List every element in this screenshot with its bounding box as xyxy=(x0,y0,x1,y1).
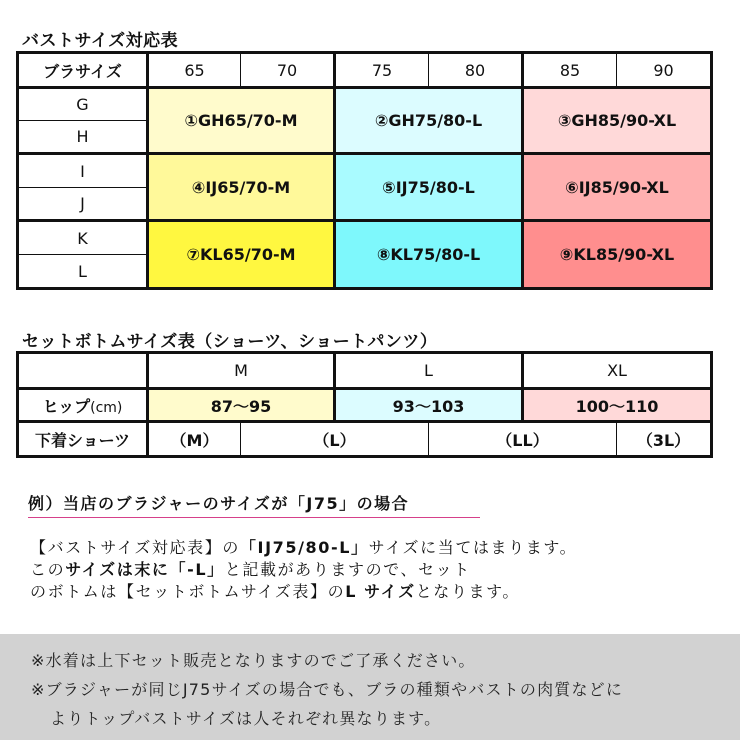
bust-table-title: バストサイズ対応表 xyxy=(22,31,179,51)
example-line-1b: 「IJ75/80-L」 xyxy=(239,538,369,557)
band-size-70: 70 xyxy=(241,54,335,88)
example-line-3a: のボトムは【セットボトムサイズ表】の xyxy=(30,582,346,601)
band-size-80: 80 xyxy=(429,54,523,88)
hip-unit: (cm) xyxy=(90,399,123,416)
note-line-2: ※ブラジャーが同じJ75サイズの場合でも、ブラの種類やバストの肉質などに xyxy=(31,680,624,699)
hip-range-xl: 100〜110 xyxy=(523,389,711,422)
bust-size-table xyxy=(18,53,711,288)
band-size-65: 65 xyxy=(148,54,241,88)
example-line-2c: と記載がありますので、セット xyxy=(224,560,471,579)
band-size-90: 90 xyxy=(617,54,711,88)
note-line-1: ※水着は上下セット販売となりますのでご了承ください。 xyxy=(31,651,476,670)
example-heading: 例）当店のブラジャーのサイズが「J75」の場合 xyxy=(28,491,480,518)
cup-h: H xyxy=(19,121,148,154)
bottom-size-l: L xyxy=(335,354,523,389)
size-cell-2: ②GH75/80-L xyxy=(335,88,523,154)
bottom-size-m: M xyxy=(148,354,335,389)
example-line-2 xyxy=(30,559,471,581)
size-cell-5: ⑤IJ75/80-L xyxy=(335,154,523,221)
hip-range-m: 87〜95 xyxy=(148,389,335,422)
example-line-2a: この xyxy=(30,560,66,579)
cup-l: L xyxy=(19,255,148,288)
example-line-3c: となります。 xyxy=(415,582,521,601)
size-cell-6: ⑥IJ85/90-XL xyxy=(523,154,711,221)
example-line-3 xyxy=(30,581,520,603)
shorts-size-ll: （LL） xyxy=(429,422,617,456)
cup-k: K xyxy=(19,221,148,255)
example-line-1 xyxy=(30,537,577,559)
size-cell-9: ⑨KL85/90-XL xyxy=(523,221,711,288)
band-size-85: 85 xyxy=(523,54,617,88)
note-line-3: よりトップバストサイズは人それぞれ異なります。 xyxy=(50,709,442,728)
bottom-size-table xyxy=(18,353,711,456)
example-line-3b: L サイズ xyxy=(345,582,416,601)
size-cell-8: ⑧KL75/80-L xyxy=(335,221,523,288)
hip-range-l: 93〜103 xyxy=(335,389,523,422)
cup-g: G xyxy=(19,88,148,121)
band-size-75: 75 xyxy=(335,54,429,88)
hip-label-text: ヒップ xyxy=(42,396,91,416)
bra-size-header: ブラサイズ xyxy=(19,54,148,88)
size-cell-3: ③GH85/90-XL xyxy=(523,88,711,154)
hip-label xyxy=(19,389,148,422)
cup-j: J xyxy=(19,188,148,221)
example-line-2b: サイズは末に「-L」 xyxy=(65,560,225,579)
bottom-header-blank xyxy=(19,354,148,389)
shorts-size-l: （L） xyxy=(241,422,429,456)
size-cell-7: ⑦KL65/70-M xyxy=(148,221,335,288)
example-line-1c: サイズに当てはまります。 xyxy=(368,538,578,557)
size-cell-1: ①GH65/70-M xyxy=(148,88,335,154)
bottom-table-title: セットボトムサイズ表（ショーツ、ショートパンツ） xyxy=(22,332,438,352)
shorts-size-3l: （3L） xyxy=(617,422,711,456)
shorts-size-m: （M） xyxy=(148,422,241,456)
example-line-1a: 【バストサイズ対応表】の xyxy=(30,538,240,557)
size-cell-4: ④IJ65/70-M xyxy=(148,154,335,221)
bottom-size-xl: XL xyxy=(523,354,711,389)
shorts-label: 下着ショーツ xyxy=(19,422,148,456)
cup-i: I xyxy=(19,154,148,188)
